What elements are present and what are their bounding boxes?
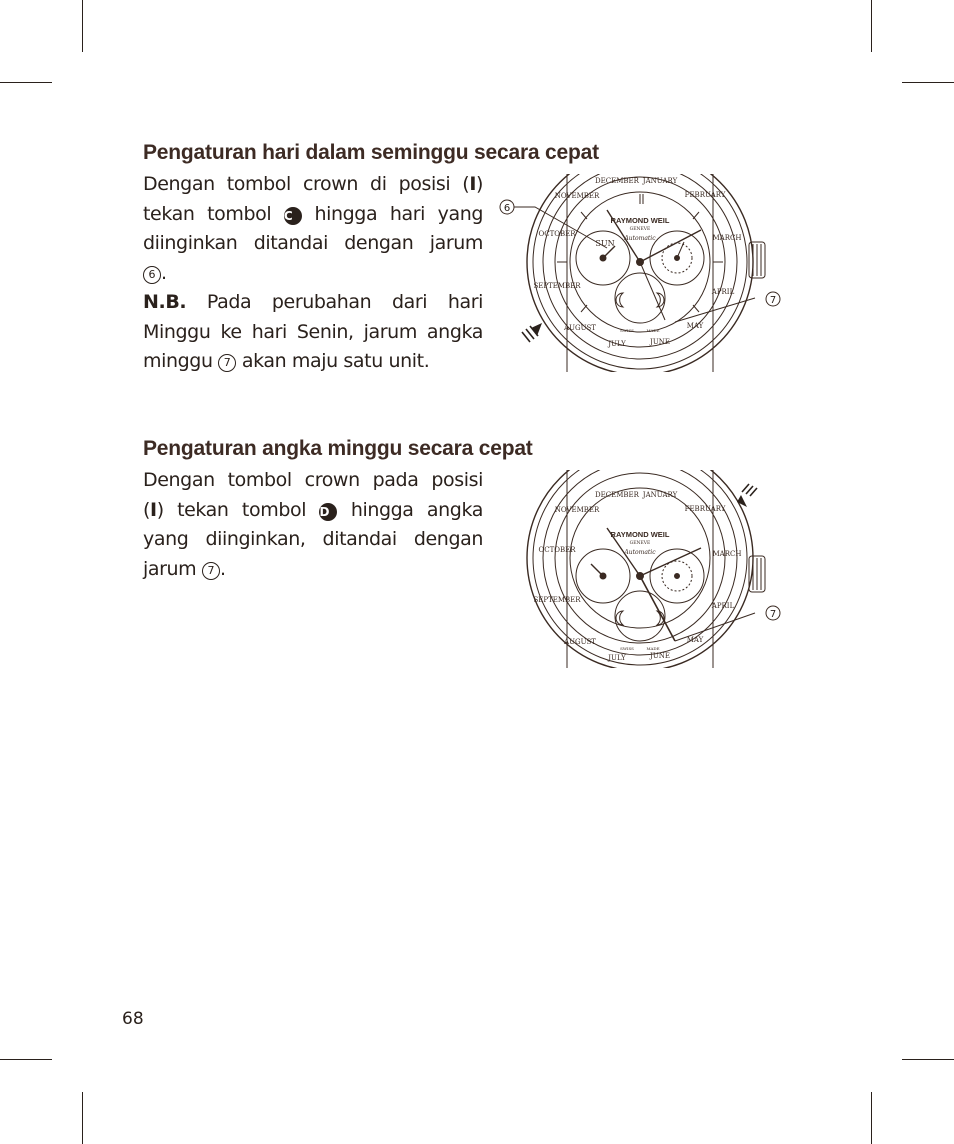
crop-mark <box>82 0 83 52</box>
month-label: SEPTEMBER <box>533 596 581 604</box>
callout-7: 7 <box>769 609 777 620</box>
section-body-week <box>143 466 483 584</box>
crop-mark <box>871 1092 872 1144</box>
watch-case <box>527 466 753 668</box>
text-line: hingga hari yang <box>301 202 484 225</box>
crop-mark <box>0 82 52 83</box>
crown-position: I <box>150 498 157 521</box>
callout-7: 7 <box>769 295 777 306</box>
hand-6-ref: 6 <box>143 266 161 284</box>
section-title-week: Pengaturan angka minggu secara cepat <box>143 437 533 460</box>
center-pin <box>637 573 644 580</box>
press-arrow-icon <box>522 323 542 342</box>
text-line: Pada perubahan dari hari <box>186 291 483 313</box>
month-label: JULY <box>608 654 626 662</box>
week-hand <box>640 576 675 641</box>
brand-city: GENEVE <box>629 227 651 232</box>
text-line: akan maju satu unit. <box>236 350 430 372</box>
callout-line <box>675 613 755 641</box>
moon-icon <box>616 611 623 625</box>
month-label: MARCH <box>712 234 742 242</box>
swiss-label: SWISS <box>620 646 634 651</box>
text-line: ) <box>475 173 483 195</box>
brand-logo: RAYMOND WEIL <box>610 216 670 225</box>
month-label: AUGUST <box>564 638 596 646</box>
month-label: NOVEMBER <box>554 192 600 200</box>
day-label: SUN <box>595 239 615 248</box>
subdial-pin <box>600 573 606 579</box>
watch-illustration-day <box>495 170 795 372</box>
month-label: JULY <box>608 340 626 348</box>
text-line: Dengan tombol crown di posisi ( <box>143 173 470 195</box>
month-label: APRIL <box>711 602 735 610</box>
hand-7-ref: 7 <box>202 562 220 580</box>
button-d-badge: D <box>319 503 337 521</box>
text-line: ) tekan tombol <box>156 498 320 521</box>
crop-mark <box>902 82 954 83</box>
month-label: APRIL <box>711 288 735 296</box>
moon-icon <box>616 293 623 307</box>
nb-label: N.B. <box>143 291 187 313</box>
subdial-pin <box>675 574 680 579</box>
hand-7-ref: 7 <box>218 354 236 372</box>
month-label: MARCH <box>712 550 742 558</box>
brand-logo: RAYMOND WEIL <box>610 530 670 539</box>
month-label: JANUARY <box>642 177 678 185</box>
month-label: FEBRUARY <box>684 505 726 513</box>
model-label: Automatic <box>624 235 656 242</box>
text-line: Minggu ke hari Senin, jarum angka <box>143 320 483 343</box>
text-line: minggu <box>143 350 219 372</box>
text-line: ( <box>143 498 151 521</box>
text-line: hingga angka <box>337 498 483 521</box>
callout-line <box>514 207 607 248</box>
text-line: diinginkan ditandai dengan jarum <box>143 232 483 254</box>
press-arrow-icon <box>737 484 757 507</box>
callout-6: 6 <box>503 203 511 214</box>
month-label: DECEMBER <box>595 491 639 499</box>
text-line: yang diinginkan, ditandai dengan <box>143 528 483 550</box>
month-label: FEBRUARY <box>684 191 726 199</box>
month-ring <box>543 466 737 655</box>
crop-mark <box>82 1092 83 1144</box>
month-label: MAY <box>686 322 704 330</box>
month-label: JUNE <box>650 338 670 346</box>
button-c-badge: C <box>284 207 302 225</box>
crop-mark <box>0 1059 52 1060</box>
month-label: AUGUST <box>564 324 596 332</box>
month-label: JANUARY <box>642 491 678 499</box>
month-label: JUNE <box>650 652 670 660</box>
subdial-pin <box>600 255 606 261</box>
month-label: OCTOBER <box>538 546 576 554</box>
month-label: DECEMBER <box>595 177 639 185</box>
brand-city: GENEVE <box>629 541 651 546</box>
week-hand <box>640 262 665 320</box>
text-line: tekan tombol <box>143 202 284 225</box>
crop-mark <box>902 1059 954 1060</box>
page-number: 68 <box>122 1009 144 1029</box>
moonphase-subdial <box>615 591 665 641</box>
month-label: MAY <box>686 636 704 644</box>
month-label: SEPTEMBER <box>533 282 581 290</box>
section-body-day <box>143 170 483 377</box>
watch-illustration-week <box>495 466 795 668</box>
text-line: Dengan tombol crown pada posisi <box>143 469 483 491</box>
month-label: NOVEMBER <box>554 506 600 514</box>
swiss-label: SWISS <box>620 328 634 333</box>
text-line: . <box>219 557 226 580</box>
crown-position: I <box>469 173 476 195</box>
month-label: OCTOBER <box>538 230 576 238</box>
date-ring <box>555 473 725 643</box>
crop-mark <box>871 0 872 52</box>
text-line: . <box>161 261 167 284</box>
model-label: Automatic <box>624 549 656 556</box>
section-title-day: Pengaturan hari dalam seminggu secara cepat <box>143 141 599 164</box>
made-label: MADE <box>646 646 660 651</box>
made-label: MADE <box>646 328 660 333</box>
center-pin <box>637 259 644 266</box>
moonphase-subdial <box>615 273 665 323</box>
text-line: jarum <box>143 557 202 580</box>
